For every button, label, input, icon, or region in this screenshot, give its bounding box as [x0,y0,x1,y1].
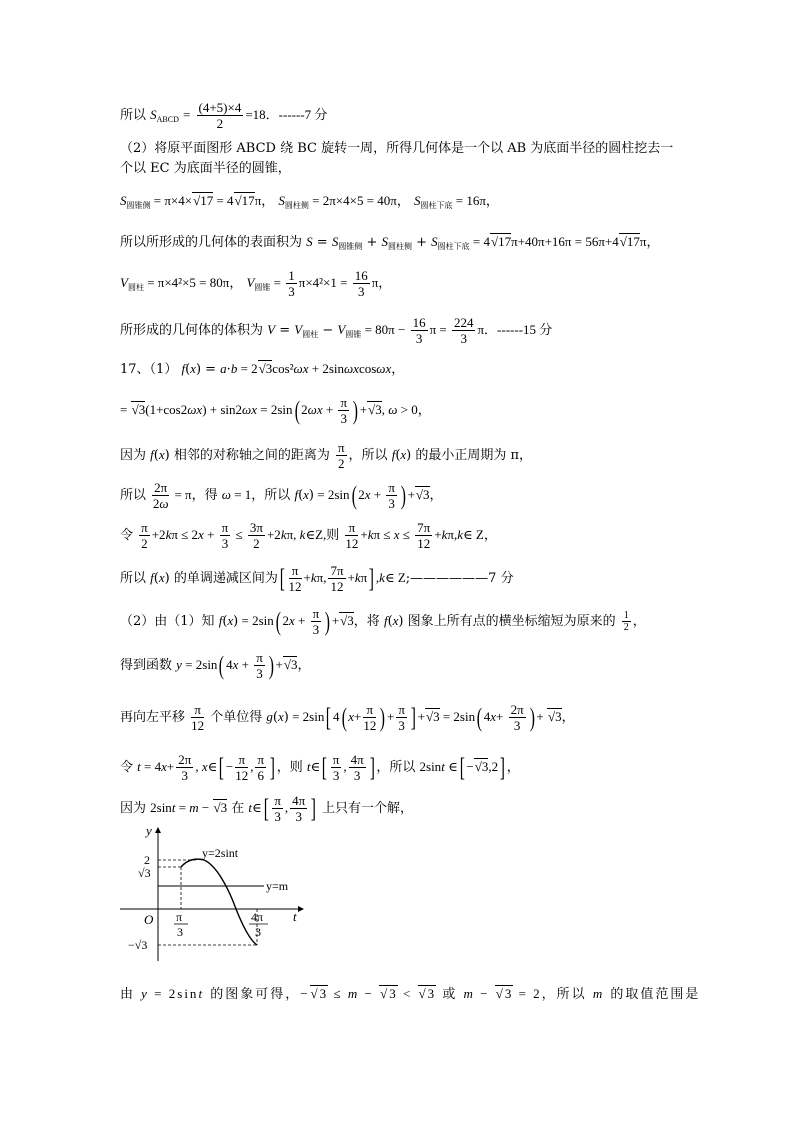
line-2a: （2）将原平面图形 ABCD 绕 BC 旋转一周，所得几何体是一个以 AB 为底面半径的圆柱挖去一 [120,141,674,156]
line-7: 17、（1） f(x) = a·b = 2√3cos²ωx + 2sinωxcosωx， [120,361,405,377]
line-16: 令 t = 4x+ $\frac{2\pi}{3}$ , x∈[ − $\frac{\pi}{12}$ , $\frac{\pi}{6}$ ] ，则 t∈[ $\frac{\pi}{3}$ , $\frac{4\pi}{3}$ ] ，所以 2sint ∈[ −√3,2] ， [120,752,520,783]
line-3: $S_{圆锥侧} = \pi\times 4\times√17 = 4√17\pi$， $S_{圆柱侧} = 2\pi\times 4\times 5 = 40\pi$， $S_{圆柱下底} = 16\pi$， [120,193,499,210]
sine-graph [118,825,318,965]
t-axis-arrow [298,906,304,912]
y-axis-arrow [155,827,161,833]
line-9: 因为 f(x) 相邻的对称轴之间的距离为 $\frac{\pi}{2}$ ，所以 f(x) 的最小正周期为 π， [120,440,533,471]
tick-y-sqrt3: √3 [138,866,151,880]
tick-t-pi3-num: π [176,910,183,924]
tick-y-neg-sqrt3: −√3 [128,938,148,952]
line-4: 所以所形成的几何体的表面积为 $S = S_{圆锥侧} + S_{圆柱侧} + S_{圆柱下底} = 4√17\pi+40\pi+16\pi = 56\pi+4√17\pi$， [120,234,660,251]
line-14: 得到函数 y = 2sin( 4x + $\frac{\pi}{3}$ ) +√3， [120,650,311,681]
t-axis-label: t [293,909,297,924]
sine-curve [181,859,257,945]
line-18: 由 y = 2sint 的图象可得，−√3 ≤ m − √3 < √3 或 m − √3 = 2，所以 m 的取值范围是 [120,986,701,1002]
origin-label: O [144,912,154,927]
tick-t-pi3-den: 3 [177,925,183,939]
line-13: （2）由（1）知 f(x) = 2sin( 2x + $\frac{\pi}{3}$ ) +√3，将 f(x) 图象上所有点的横坐标缩短为原来的 $\frac{1}{2}$ ， [120,606,646,637]
line-17: 因为 2sint = m − √3 在 t∈[ $\frac{\pi}{3}$ , $\frac{4\pi}{3}$ ] 上只有一个解， [120,793,414,824]
line-12: 所以 f(x) 的单调递减区间为[ $\frac{\pi}{12}$ +kπ, $\frac{7\pi}{12}$ +kπ] ,k∈ Z;——————7 分 [120,563,514,594]
line-6: 所形成的几何体的体积为 $V = V_{圆柱} - V_{圆锥} = 80\pi$ − $\frac{16}{3}$ π = $\frac{224}{3}$ π．------15 分 [120,315,553,346]
line-1: 所以 $S_{ABCD}$ = $\frac{(4+5)\times 4}{2}$ =18．------7 分 [120,100,328,131]
line-8: = √3(1+cos2ωx) + sin2ωx = 2sin( 2ωx + $\frac{\pi}{3}$ ) +√3, ω > 0， [120,395,431,426]
curve-label: y=2sint [202,846,239,860]
line-5: $V_{圆柱} = \pi\times 4^2\times 5 = 80\pi$， $V_{圆锥}$ = $\frac{1}{3}$ π×4²×1 = $\frac{16}{3}$ π， [120,268,392,299]
tick-t-4pi3-den: 3 [255,925,261,939]
line-label: y=m [266,879,289,893]
y-axis-label: y [146,825,152,838]
line-11: 令 $\frac{\pi}{2}$ +2kπ ≤ 2x + $\frac{\pi}{3}$ ≤ $\frac{3\pi}{2}$ +2kπ, k∈Z,则 $\frac{\pi}{12}$ +kπ ≤ x ≤ $\frac{7\pi}{12}$ +kπ,k∈ Z， [120,520,497,551]
line-2b: 个以 EC 为底面半径的圆锥， [120,161,291,176]
tick-t-4pi3-num: 4π [251,910,264,924]
line-10: 所以 $\frac{2\pi}{2\omega}$ = π，得 ω = 1，所以 f(x) = 2sin( 2x + $\frac{\pi}{3}$ ) +√3， [120,480,443,511]
tick-y-2: 2 [144,853,150,867]
line-15: 再向左平移 $\frac{\pi}{12}$ 个单位得 g(x) = 2sin[ 4( x+ $\frac{\pi}{12}$ ) + $\frac{\pi}{3}$ ] +√3 = 2sin( 4x+ $\frac{2\pi}{3}$ ) + √3， [120,702,575,733]
